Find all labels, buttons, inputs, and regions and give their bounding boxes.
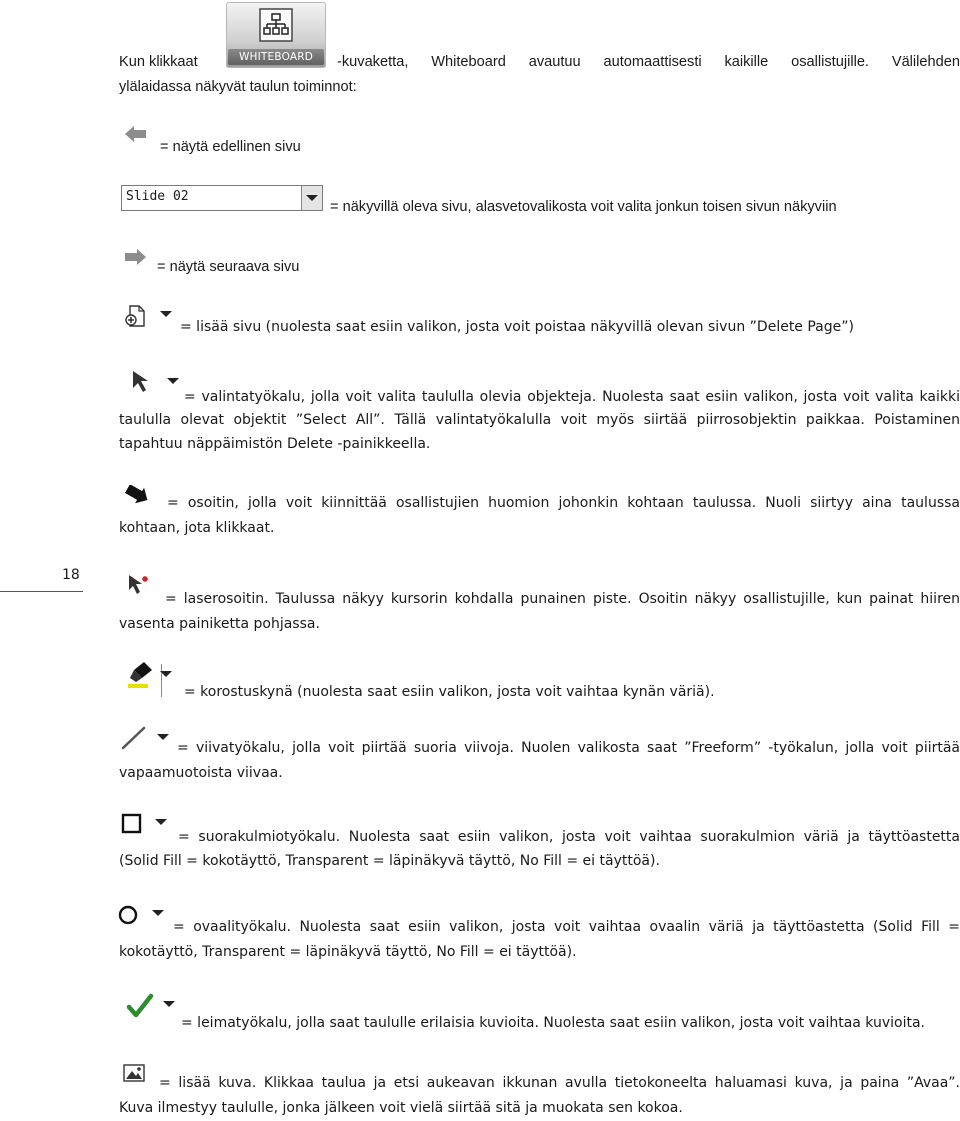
add-page-dropdown-icon[interactable]	[160, 311, 172, 317]
highlighter-icon[interactable]	[126, 660, 154, 690]
selection-cursor-icon[interactable]	[130, 368, 156, 394]
rectangle-dropdown-icon[interactable]	[155, 819, 167, 825]
line-desc-line2: vapaamuotoista viivaa.	[119, 765, 283, 781]
line-dropdown-icon[interactable]	[157, 734, 169, 740]
pointer-desc-line2: kohtaan, jota klikkaat.	[119, 520, 275, 536]
oval-icon[interactable]	[118, 904, 140, 926]
oval-desc-line2: kokotäyttö, Transparent = läpinäkyvä täyttö, No Fill = ei täyttöä).	[119, 944, 577, 960]
arrow-right-icon[interactable]	[123, 247, 147, 267]
page-number-rule	[0, 591, 83, 592]
pointer-desc-line1: = osoitin, jolla voit kiinnittää osallistujien huomion johonkin kohtaan taulussa. Nuoli siirtyy aina taulussa	[167, 495, 960, 511]
checkmark-icon[interactable]	[126, 992, 154, 1020]
add-page-desc: = lisää sivu (nuolesta saat esiin valikon, josta voit poistaa näkyvillä olevan sivun ”Delete Page”)	[180, 319, 854, 335]
select-desc-line2: taululla olevat objektit ”Select All”. Tällä valintatyökalulla voit myös siirtää piirrosobjektin paikkaa. Poistaminen	[119, 412, 960, 428]
highlighter-desc: = korostuskynä (nuolesta saat esiin valikon, josta voit vaihtaa kynän väriä).	[184, 684, 715, 700]
prev-page-desc: = näytä edellinen sivu	[160, 139, 301, 155]
highlighter-divider	[161, 664, 162, 697]
intro-text-line2: ylälaidassa näkyvät taulun toiminnot:	[119, 79, 357, 95]
whiteboard-button[interactable]	[226, 2, 326, 68]
whiteboard-button-label: WHITEBOARD	[228, 49, 324, 65]
oval-dropdown-icon[interactable]	[152, 910, 164, 916]
laser-pointer-icon[interactable]	[126, 572, 152, 598]
line-tool-icon[interactable]	[120, 724, 148, 752]
org-chart-icon	[259, 8, 293, 42]
next-page-desc: = näytä seuraava sivu	[157, 259, 300, 275]
slide-select-desc: = näkyvillä oleva sivu, alasvetovalikosta voit valita jonkun toisen sivun näkyviin	[330, 199, 837, 215]
oval-desc-line1: = ovaalityökalu. Nuolesta saat esiin valikon, josta voit vaihtaa ovaalin väriä ja täyttöastetta (Solid Fill =	[173, 919, 960, 935]
slide-select-value: Slide 02	[126, 189, 189, 204]
page-number: 18	[62, 567, 80, 583]
intro-text-rest: -kuvaketta, Whiteboard avautuu automaattisesti kaikille osallistujille. Välilehden	[337, 54, 960, 70]
dropdown-button[interactable]	[301, 186, 322, 210]
intro-text-start: Kun klikkaat	[119, 54, 198, 70]
image-desc-line2: Kuva ilmestyy taululle, jonka jälkeen voit vielä siirtää sitä ja muokata sen kokoa.	[119, 1100, 683, 1116]
rect-desc-line2: (Solid Fill = kokotäyttö, Transparent = läpinäkyvä täyttö, No Fill = ei täyttöä).	[119, 853, 660, 869]
rect-desc-line1: = suorakulmiotyökalu. Nuolesta saat esiin valikon, josta voit vaihtaa suorakulmion väriä ja täyttöastetta	[178, 829, 960, 845]
select-desc-line1: = valintatyökalu, jolla voit valita taululla olevia objekteja. Nuolesta saat esiin valikon, josta voit valita kaikki	[184, 389, 960, 405]
laser-desc-line2: vasenta painiketta pohjassa.	[119, 616, 320, 632]
line-desc-line1: = viivatyökalu, jolla voit piirtää suoria viivoja. Nuolen valikosta saat ”Freeform” -työkalun, jolla voit piirtää	[177, 740, 960, 756]
rectangle-icon[interactable]	[121, 813, 143, 835]
image-desc-line1: = lisää kuva. Klikkaa taulua ja etsi aukeavan ikkunan avulla tietokoneelta haluamasi kuva, ja paina ”Avaa”.	[159, 1075, 960, 1091]
slide-select[interactable]	[121, 185, 323, 211]
arrow-left-icon[interactable]	[124, 124, 148, 144]
stamp-desc: = leimatyökalu, jolla saat taululle erilaisia kuvioita. Nuolesta saat esiin valikon, josta voit vaihtaa kuvioita.	[181, 1015, 926, 1031]
select-dropdown-icon[interactable]	[167, 378, 179, 384]
highlighter-dropdown-icon[interactable]	[160, 671, 172, 677]
laser-desc-line1: = laserosoitin. Taulussa näkyy kursorin kohdalla punainen piste. Osoitin näkyy osallistujille, kun painat hiiren	[165, 591, 960, 607]
stamp-dropdown-icon[interactable]	[163, 1001, 175, 1007]
select-desc-line3: tapahtuu näppäimistön Delete -painikkeella.	[119, 436, 431, 452]
pointer-arrow-icon[interactable]	[124, 485, 150, 507]
add-page-icon[interactable]	[124, 304, 148, 328]
chevron-down-icon	[306, 195, 318, 201]
image-icon[interactable]	[123, 1064, 145, 1082]
